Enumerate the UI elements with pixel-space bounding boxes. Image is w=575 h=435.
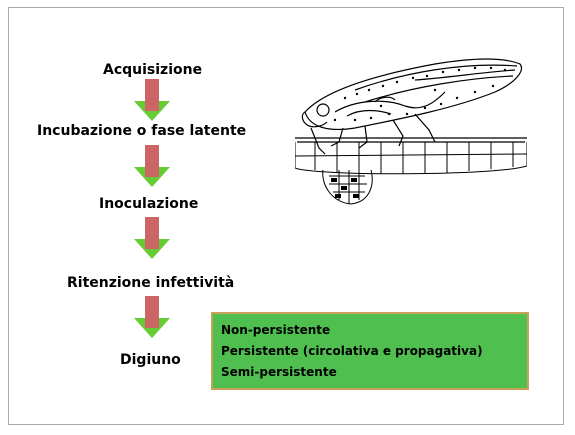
insect-feeding-illustration (295, 50, 527, 208)
arrow-down-icon (131, 145, 173, 189)
type-persistent: Persistente (circolativa e propagativa) (221, 344, 483, 358)
virus-types-box (211, 312, 529, 390)
stage-fasting: Digiuno (120, 352, 181, 368)
arrow-down-icon (131, 296, 173, 340)
stage-inoculation: Inoculazione (99, 196, 199, 212)
type-non-persistent: Non-persistente (221, 323, 331, 337)
arrow-down-icon (131, 217, 173, 261)
stage-acquisition: Acquisizione (103, 62, 203, 78)
stage-incubation: Incubazione o fase latente (37, 123, 247, 139)
arrow-down-icon (131, 79, 173, 123)
stage-retention: Ritenzione infettività (67, 275, 235, 291)
type-semi-persistent: Semi-persistente (221, 365, 337, 379)
